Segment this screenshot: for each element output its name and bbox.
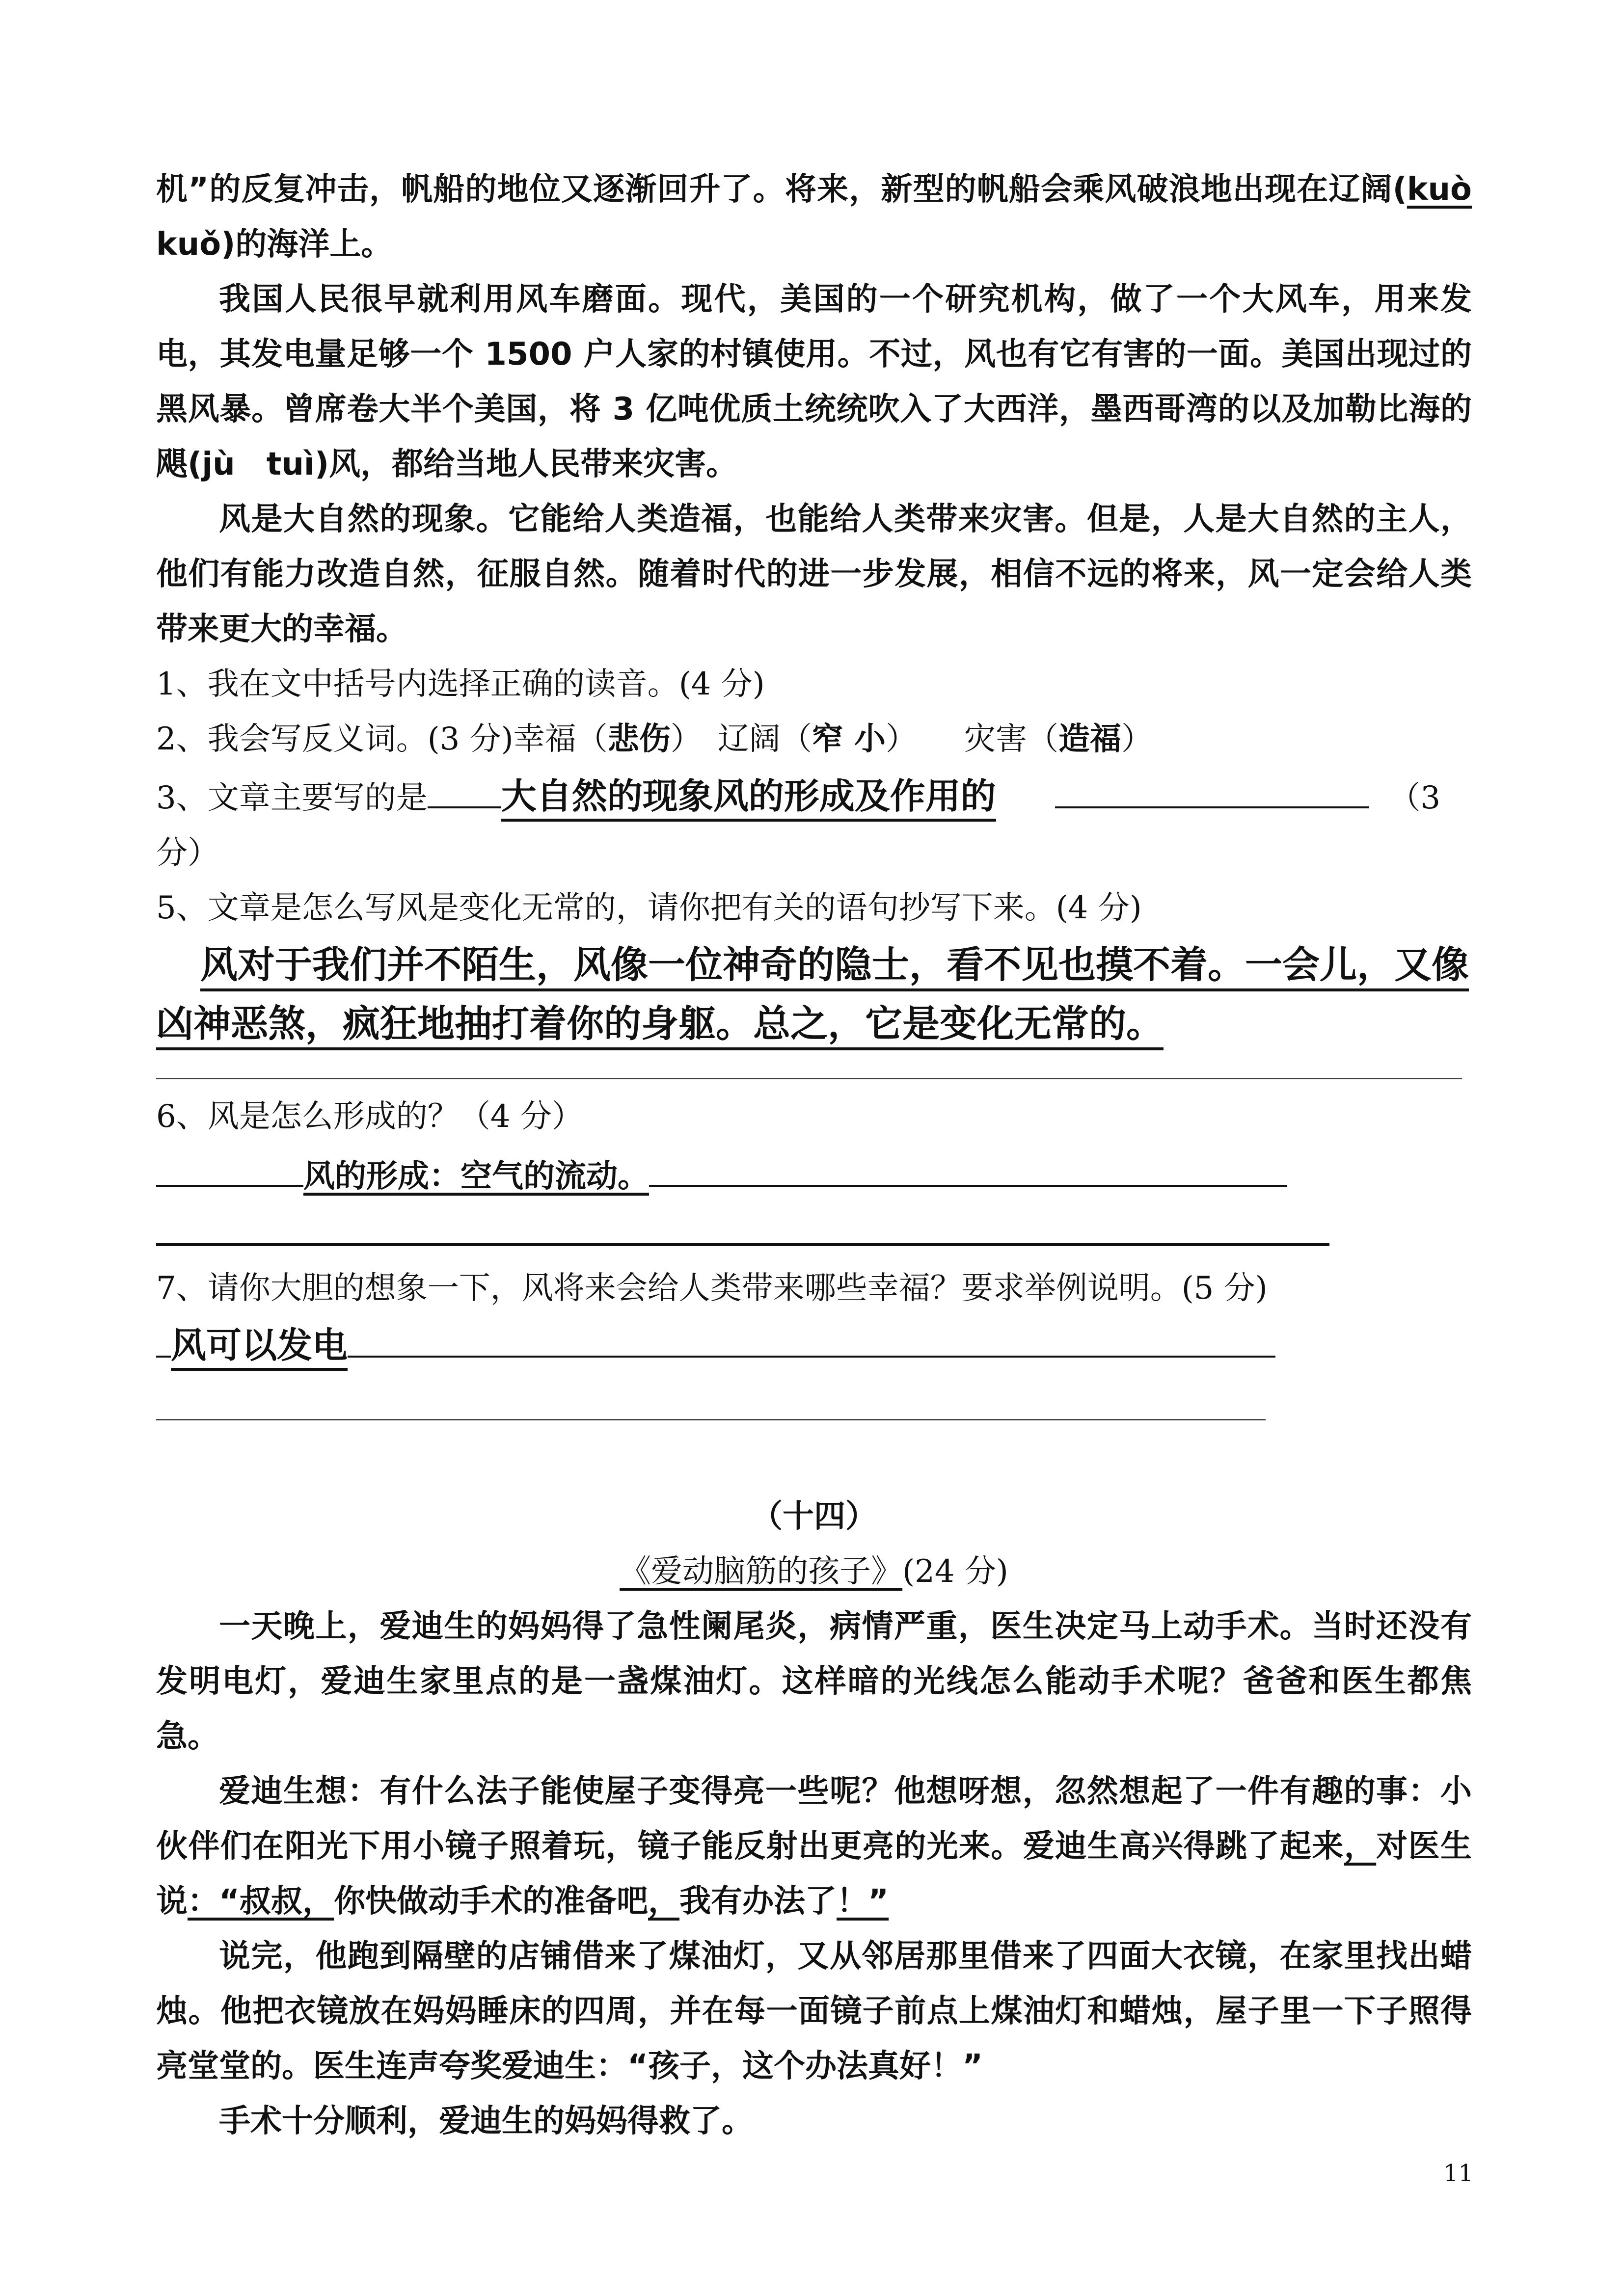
question-3-prefix: 3、文章主要写的是 xyxy=(156,780,428,816)
question-2-answer-3: 造福 xyxy=(1058,721,1121,757)
story-paragraph-2-punct-3: ， xyxy=(648,1883,680,1920)
question-2-mid-2: ） 灾害（ xyxy=(886,721,1058,757)
story-paragraph-2 xyxy=(156,1764,1472,1929)
story-paragraph-2-punct-1: ， xyxy=(1344,1828,1377,1865)
paragraph-nature: 风是大自然的现象。它能给人类造福，也能给人类带来灾害。但是，人是大自然的主人，他们有能力改造自然，征服自然。随着时代的进一步发展，相信不远的将来，风一定会给人类带来更大的幸福。 xyxy=(156,501,1472,647)
question-3-answer: 大自然的现象风的形成及作用的 xyxy=(501,775,996,822)
selected-pronunciation: kuò xyxy=(1407,171,1472,208)
question-6: 6、风是怎么形成的？（4 分） xyxy=(156,1098,583,1135)
question-2 xyxy=(156,712,1472,767)
answer-blank xyxy=(156,1155,303,1187)
question-7: 7、请你大胆的想象一下，风将来会给人类带来哪些幸福？要求举例说明。(5 分) xyxy=(156,1270,1268,1307)
story-paragraph-2-text-c: 你快做动手术的准备吧 xyxy=(334,1883,649,1920)
answer-blank xyxy=(156,1326,171,1358)
answer-blank xyxy=(1055,777,1369,808)
page-number: 11 xyxy=(1443,2160,1474,2187)
story-paragraph-4: 手术十分顺利，爱迪生的妈妈得救了。 xyxy=(219,2103,753,2139)
question-3-score: 分） xyxy=(156,835,219,871)
answer-blank xyxy=(348,1326,1275,1358)
question-3 xyxy=(156,767,1472,826)
question-5-answer xyxy=(156,935,1472,1053)
question-2-answer-1: 悲伤 xyxy=(607,721,671,757)
story-paragraph-3: 说完，他跑到隔壁的店铺借来了煤油灯，又从邻居那里借来了四面大衣镜，在家里找出蜡烛。他把衣镜放在妈妈睡床的四周，并在每一面镜子前点上煤油灯和蜡烛，屋子里一下子照得亮堂堂的。医生连声夸奖爱迪生：“孩子，这个办法真好！” xyxy=(156,1938,1472,2084)
question-7-answer-line xyxy=(156,1316,1472,1375)
answer-blank xyxy=(428,777,501,808)
question-2-prefix: 2、我会写反义词。(3 分)幸福（ xyxy=(156,721,608,757)
story-paragraph-1: 一天晚上，爱迪生的妈妈得了急性阑尾炎，病情严重，医生决定马上动手术。当时还没有发明电灯，爱迪生家里点的是一盏煤油灯。这样暗的光线怎么能动手术呢？爸爸和医生都焦急。 xyxy=(156,1608,1472,1755)
question-5: 5、文章是怎么写风是变化无常的，请你把有关的语句抄写下来。(4 分) xyxy=(156,890,1142,926)
answer-line xyxy=(156,1419,1266,1420)
question-2-suffix: ） xyxy=(1121,721,1153,757)
section-heading xyxy=(156,1544,1472,1599)
question-2-mid-1: ） 辽阔（ xyxy=(670,721,812,757)
story-paragraph-2-text-a: 爱迪生想：有什么法子能使屋子变得亮一些呢？他想呀想，忽然想起了一件有趣的事：小伙伴们在阳光下用小镜子照着玩，镜子能反射出更亮的光来。爱迪生高兴得跳了起来 xyxy=(156,1773,1472,1865)
section-score: (24 分) xyxy=(902,1553,1008,1590)
question-5-answer-text: 风对于我们并不陌生，风像一位神奇的隐士，看不见也摸不着。一会儿，又像凶神恶煞，疯狂地抽打着你的身躯。总之，它是变化无常的。 xyxy=(156,943,1469,1050)
question-7-answer: 风可以发电 xyxy=(171,1325,348,1371)
section-number: （十四） xyxy=(751,1498,877,1535)
story-paragraph-2-punct-4: ！” xyxy=(837,1883,889,1920)
answer-line xyxy=(156,1243,1329,1246)
story-paragraph-2-punct-2: ：“叔叔， xyxy=(188,1883,334,1920)
question-3-suffix: （3 xyxy=(1389,780,1441,816)
question-2-answer-2: 窄 小 xyxy=(812,721,886,757)
paragraph-sailboat: 机”的反复冲击，帆船的地位又逐渐回升了。将来，新型的帆船会乘风破浪地出现在辽阔(kuò kuǒ)的海洋上。 xyxy=(156,171,1472,263)
answer-line xyxy=(156,1078,1462,1079)
page-content xyxy=(156,162,1472,2149)
question-6-answer: 风的形成：空气的流动。 xyxy=(303,1158,649,1195)
section-title: 《爱动脑筋的孩子》 xyxy=(620,1553,903,1590)
story-paragraph-2-text-d: 我有办法了 xyxy=(679,1883,837,1920)
answer-blank xyxy=(649,1155,1287,1187)
paragraph-windmill: 我国人民很早就利用风车磨面。现代，美国的一个研究机构，做了一个大风车，用来发电，其发电量足够一个 1500 户人家的村镇使用。不过，风也有它有害的一面。美国出现过的黑风暴。曾席卷大半个美国，将 3 亿吨优质土统统吹入了大西洋，墨西哥湾的以及加勒比海的飓(jù tuì)风，都给当地人民带来灾害。 xyxy=(156,281,1472,482)
story-paragraph-2-text-b: 对医生说 xyxy=(156,1828,1472,1920)
question-1: 1、我在文中括号内选择正确的读音。(4 分) xyxy=(156,666,765,702)
question-6-answer-line xyxy=(156,1149,1472,1204)
